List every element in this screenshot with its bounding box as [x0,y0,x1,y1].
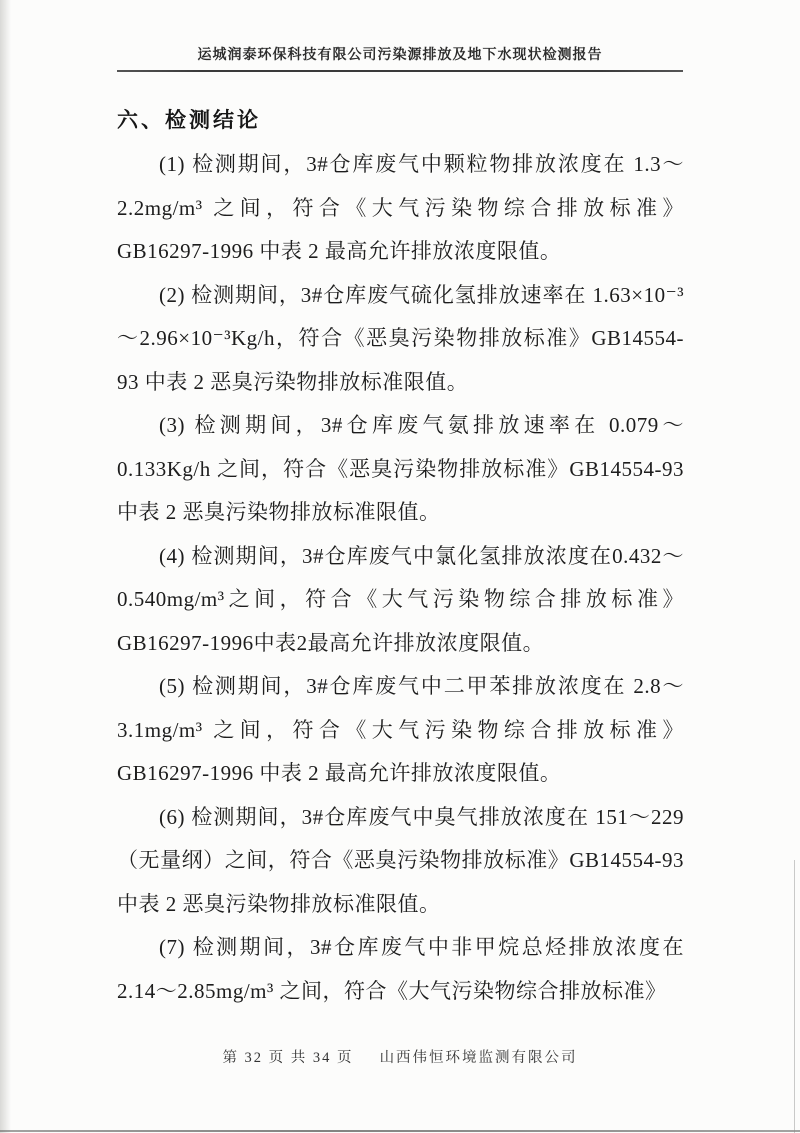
footer-company-name: 山西伟恒环境监测有限公司 [379,1050,578,1066]
page-footer [0,1046,800,1067]
conclusion-paragraphs [117,143,684,1013]
conclusion-paragraph-4: (4) 检测期间，3#仓库废气中氯化氢排放浓度在0.432～0.540mg/m³之间，符合《大气污染物综合排放标准》GB16297-1996中表2最高允许排放浓度限值。 [117,543,684,655]
page-content [117,104,684,1013]
scan-edge-left [0,0,11,1133]
header-divider [117,70,683,72]
report-title: 运城润泰环保科技有限公司污染源排放及地下水现状检测报告 [197,48,603,63]
scan-edge-bottom [0,1130,800,1132]
conclusion-paragraph-6: (6) 检测期间，3#仓库废气中臭气排放浓度在 151～229（无量纲）之间，符合《恶臭污染物排放标准》GB14554-93 中表 2 恶臭污染物排放标准限值。 [117,804,684,916]
conclusion-paragraph-1: (1) 检测期间，3#仓库废气中颗粒物排放浓度在 1.3～2.2mg/m³ 之间，符合《大气污染物综合排放标准》GB16297-1996 中表 2 最高允许排放浓度限值。 [117,152,684,263]
conclusion-paragraph-5: (5) 检测期间，3#仓库废气中二甲苯排放浓度在 2.8～3.1mg/m³ 之间，符合《大气污染物综合排放标准》GB16297-1996 中表 2 最高允许排放浓度限值。 [117,674,684,785]
conclusion-paragraph-2: (2) 检测期间，3#仓库废气硫化氢排放速率在 1.63×10⁻³～2.96×10⁻³Kg/h，符合《恶臭污染物排放标准》GB14554-93 中表 2 恶臭污染物排放标准限值。 [117,282,684,394]
conclusion-paragraph-7: (7) 检测期间，3#仓库废气中非甲烷总烃排放浓度在 2.14～2.85mg/m³ 之间，符合《大气污染物综合排放标准》 [117,935,684,1003]
scan-edge-right [794,860,795,1133]
page-header [117,44,683,64]
section-title: 六、检测结论 [117,108,261,132]
conclusion-paragraph-3: (3) 检测期间，3#仓库废气氨排放速率在 0.079～0.133Kg/h 之间，符合《恶臭污染物排放标准》GB14554-93 中表 2 恶臭污染物排放标准限值。 [117,413,684,524]
page-number: 第 32 页 共 34 页 [222,1050,354,1066]
